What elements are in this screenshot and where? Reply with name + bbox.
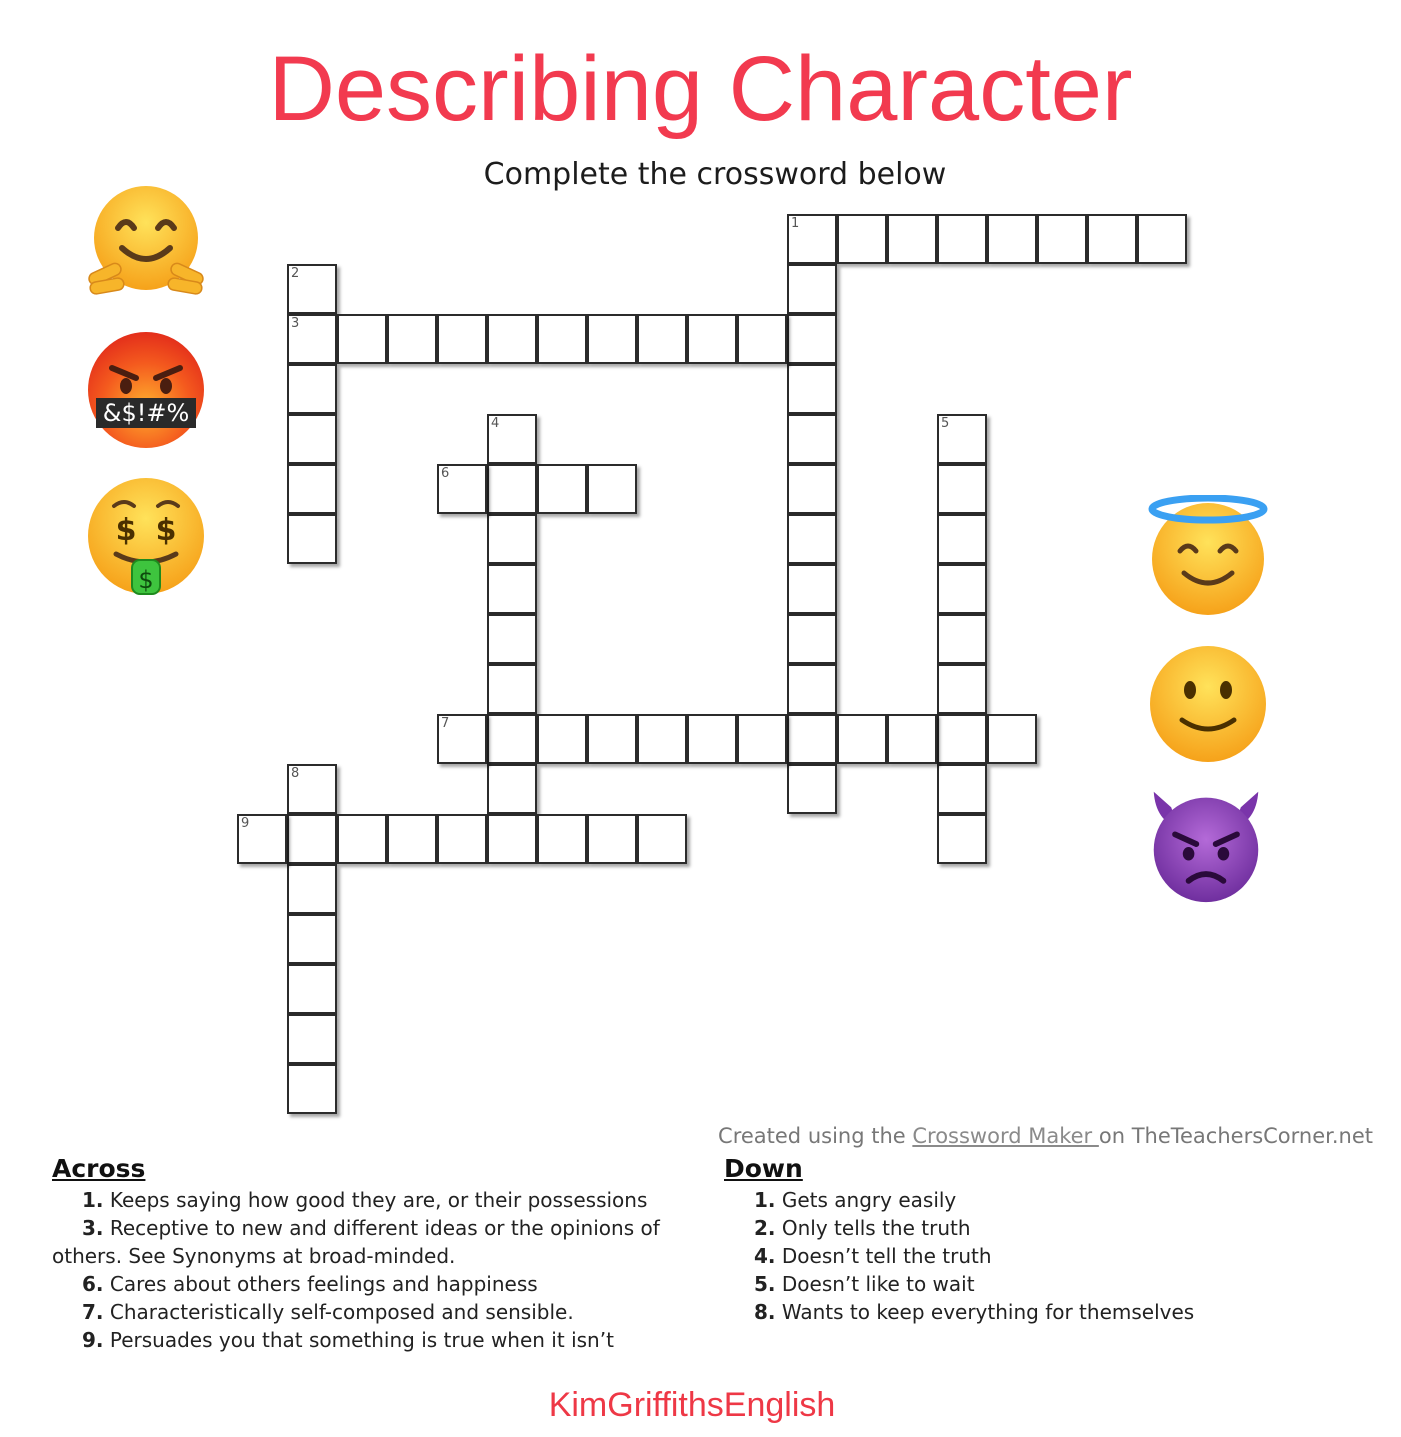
- crossword-cell[interactable]: [287, 414, 337, 464]
- down-clue: [724, 1186, 1344, 1214]
- clue-text: Receptive to new and different ideas or the opinions of: [109, 1216, 660, 1240]
- crossword-cell[interactable]: [1037, 214, 1087, 264]
- across-clue: [52, 1270, 712, 1298]
- crossword-cell[interactable]: [587, 814, 637, 864]
- across-clue: [52, 1242, 712, 1270]
- crossword-cell[interactable]: [787, 464, 837, 514]
- crossword-cell[interactable]: [837, 214, 887, 264]
- crossword-cell[interactable]: [237, 814, 287, 864]
- clue-num: 7.: [82, 1300, 104, 1324]
- clue-number: 4: [491, 416, 500, 431]
- clue-text: Wants to keep everything for themselves: [781, 1300, 1195, 1324]
- crossword-cell[interactable]: [787, 264, 837, 314]
- across-clues: [52, 1154, 712, 1354]
- crossword-cell[interactable]: [437, 814, 487, 864]
- crossword-cell[interactable]: [987, 214, 1037, 264]
- crossword-cell[interactable]: [537, 314, 587, 364]
- cursing-face-emoji: [86, 330, 206, 450]
- crossword-cell[interactable]: [487, 514, 537, 564]
- clue-number: 3: [291, 316, 300, 331]
- page-subtitle: Complete the crossword below: [483, 157, 947, 192]
- down-heading: Down: [724, 1154, 803, 1183]
- clue-num: 8.: [754, 1300, 776, 1324]
- clue-num: 1.: [82, 1188, 104, 1212]
- crossword-cell[interactable]: [937, 414, 987, 464]
- crossword-cell[interactable]: [787, 314, 837, 364]
- crossword-cell[interactable]: [287, 764, 337, 814]
- down-clue: [724, 1214, 1344, 1242]
- crossword-cell[interactable]: [687, 314, 737, 364]
- crossword-cell[interactable]: [287, 1014, 337, 1064]
- crossword-cell[interactable]: [337, 814, 387, 864]
- crossword-cell[interactable]: [287, 814, 337, 864]
- crossword-cell[interactable]: [287, 514, 337, 564]
- crossword-cell[interactable]: [587, 314, 637, 364]
- crossword-cell[interactable]: [937, 214, 987, 264]
- crossword-cell[interactable]: [787, 564, 837, 614]
- across-clue: [52, 1186, 712, 1214]
- across-clue: [52, 1326, 712, 1354]
- crossword-cell[interactable]: [637, 314, 687, 364]
- crossword-cell[interactable]: [487, 664, 537, 714]
- credit-suffix: on TheTeachersCorner.net: [1098, 1124, 1373, 1148]
- crossword-maker-link[interactable]: Crossword Maker: [912, 1124, 1099, 1148]
- crossword-cell[interactable]: [487, 714, 537, 764]
- crossword-cell[interactable]: [787, 664, 837, 714]
- crossword-cell[interactable]: [587, 464, 637, 514]
- svg-text:&$!#%: &$!#%: [102, 399, 190, 427]
- clue-num: 6.: [82, 1272, 104, 1296]
- credit-line: [718, 1124, 1373, 1148]
- crossword-cell[interactable]: [837, 714, 887, 764]
- crossword-cell[interactable]: [537, 464, 587, 514]
- clue-text: Doesn’t like to wait: [781, 1272, 975, 1296]
- crossword-cell[interactable]: [787, 514, 837, 564]
- crossword-cell[interactable]: [537, 814, 587, 864]
- crossword-cell[interactable]: [537, 714, 587, 764]
- crossword-cell[interactable]: [287, 864, 337, 914]
- clue-text: Doesn’t tell the truth: [781, 1244, 992, 1268]
- clue-text: Gets angry easily: [781, 1188, 957, 1212]
- crossword-cell[interactable]: [487, 814, 537, 864]
- slightly-smiling-face-emoji: [1148, 644, 1268, 764]
- clue-number: 5: [941, 416, 950, 431]
- crossword-cell[interactable]: [937, 464, 987, 514]
- across-list: [52, 1186, 712, 1354]
- footer-credit: KimGriffithsEnglish: [548, 1386, 836, 1424]
- crossword-cell[interactable]: [487, 414, 537, 464]
- crossword-cell[interactable]: [937, 564, 987, 614]
- clue-num: 3.: [82, 1216, 104, 1240]
- crossword-cell[interactable]: [287, 314, 337, 364]
- clue-num: 5.: [754, 1272, 776, 1296]
- angry-devil-face-emoji: [1146, 786, 1266, 906]
- page-title: Describing Character: [268, 38, 1133, 140]
- credit-prefix: Created using the: [718, 1124, 913, 1148]
- down-clue: [724, 1242, 1344, 1270]
- crossword-cell[interactable]: [287, 264, 337, 314]
- crossword-cell[interactable]: [487, 314, 537, 364]
- down-clue: [724, 1270, 1344, 1298]
- crossword-cell[interactable]: [587, 714, 637, 764]
- clue-text: Cares about others feelings and happiness: [109, 1272, 538, 1296]
- clue-text: Keeps saying how good they are, or their possessions: [109, 1188, 648, 1212]
- crossword-cell[interactable]: [337, 314, 387, 364]
- crossword-cell[interactable]: [387, 314, 437, 364]
- down-clue: [724, 1298, 1344, 1326]
- clue-num: 2.: [754, 1216, 776, 1240]
- clue-num: 1.: [754, 1188, 776, 1212]
- clue-text: Persuades you that something is true when it isn’t: [109, 1328, 614, 1352]
- hugging-face-emoji: [86, 182, 206, 302]
- svg-text:$: $: [155, 513, 177, 548]
- crossword-cell[interactable]: [487, 764, 537, 814]
- clue-number: 7: [441, 716, 450, 731]
- halo-face-emoji: [1148, 495, 1268, 615]
- crossword-cell[interactable]: [687, 714, 737, 764]
- crossword-cell[interactable]: [287, 964, 337, 1014]
- crossword-cell[interactable]: [937, 714, 987, 764]
- crossword-cell[interactable]: [937, 664, 987, 714]
- crossword-cell[interactable]: [437, 464, 487, 514]
- clue-text: Characteristically self-composed and sensible.: [109, 1300, 574, 1324]
- down-list: [724, 1186, 1344, 1326]
- crossword-cell[interactable]: [637, 814, 687, 864]
- crossword-cell[interactable]: [887, 214, 937, 264]
- clue-number: 6: [441, 466, 450, 481]
- crossword-cell[interactable]: [287, 364, 337, 414]
- clue-number: 2: [291, 266, 300, 281]
- clue-num: 4.: [754, 1244, 776, 1268]
- clue-text: others. See Synonyms at broad-minded.: [52, 1244, 456, 1268]
- crossword-cell[interactable]: [287, 914, 337, 964]
- crossword-cell[interactable]: [737, 714, 787, 764]
- crossword-cell[interactable]: [787, 714, 837, 764]
- crossword-cell[interactable]: [787, 364, 837, 414]
- crossword-cell[interactable]: [487, 464, 537, 514]
- crossword-cell[interactable]: [787, 414, 837, 464]
- across-heading: Across: [52, 1154, 146, 1183]
- crossword-cell[interactable]: [937, 614, 987, 664]
- clue-number: 9: [241, 816, 250, 831]
- crossword-cell[interactable]: [787, 614, 837, 664]
- crossword-cell[interactable]: [437, 314, 487, 364]
- across-clue: [52, 1214, 712, 1242]
- svg-text:$: $: [115, 513, 137, 548]
- crossword-cell[interactable]: [487, 564, 537, 614]
- crossword-cell[interactable]: [637, 714, 687, 764]
- clue-num: 9.: [82, 1328, 104, 1352]
- money-mouth-face-emoji: [86, 478, 206, 598]
- crossword-cell[interactable]: [937, 514, 987, 564]
- down-clues: [724, 1154, 1344, 1326]
- crossword-cell[interactable]: [287, 464, 337, 514]
- crossword-cell[interactable]: [737, 314, 787, 364]
- svg-text:$: $: [138, 566, 154, 594]
- crossword-cell[interactable]: [437, 714, 487, 764]
- crossword-cell[interactable]: [987, 714, 1037, 764]
- clue-number: 1: [791, 216, 800, 231]
- clue-text: Only tells the truth: [781, 1216, 971, 1240]
- crossword-cell[interactable]: [1087, 214, 1137, 264]
- across-clue: [52, 1298, 712, 1326]
- crossword-cell[interactable]: [787, 764, 837, 814]
- clue-number: 8: [291, 766, 300, 781]
- crossword-cell[interactable]: [787, 214, 837, 264]
- crossword-cell[interactable]: [287, 1064, 337, 1114]
- crossword-cell[interactable]: [937, 764, 987, 814]
- crossword-cell[interactable]: [887, 714, 937, 764]
- crossword-cell[interactable]: [387, 814, 437, 864]
- crossword-cell[interactable]: [1137, 214, 1187, 264]
- crossword-cell[interactable]: [487, 614, 537, 664]
- crossword-cell[interactable]: [937, 814, 987, 864]
